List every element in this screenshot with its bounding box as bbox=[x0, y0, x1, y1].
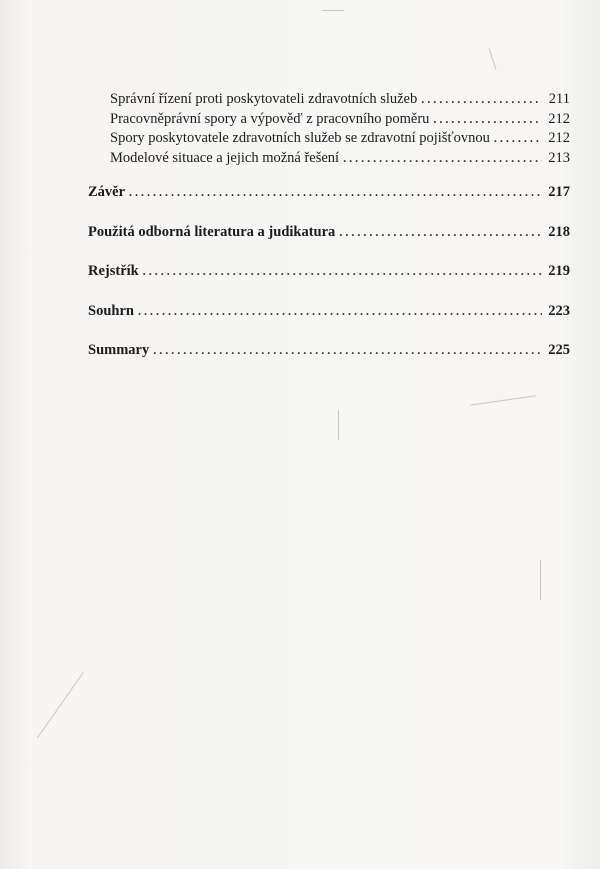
toc-entry bbox=[88, 90, 570, 110]
toc-leader-dots bbox=[339, 223, 542, 243]
toc-chapter-page: 225 bbox=[548, 342, 570, 358]
toc-entry bbox=[88, 110, 570, 130]
scan-mark bbox=[37, 672, 84, 738]
toc-entry-title: Správní řízení proti poskytovateli zdravotních služeb bbox=[110, 91, 418, 107]
toc-leader-dots bbox=[421, 90, 542, 110]
toc-chapter-title: Závěr bbox=[88, 184, 126, 200]
toc-leader-dots bbox=[143, 262, 542, 282]
toc-leader-dots bbox=[433, 110, 542, 130]
table-of-contents bbox=[88, 90, 570, 361]
scan-mark bbox=[540, 560, 541, 600]
toc-chapter-page: 219 bbox=[548, 263, 570, 279]
toc-chapter bbox=[88, 302, 570, 322]
toc-leader-dots bbox=[494, 129, 542, 149]
toc-entry-page: 211 bbox=[548, 91, 570, 107]
toc-chapter-title: Použitá odborná literatura a judikatura bbox=[88, 223, 336, 240]
toc-entry-page: 212 bbox=[548, 110, 570, 127]
toc-chapter-page: 217 bbox=[548, 184, 570, 200]
toc-chapter bbox=[88, 262, 570, 282]
toc-chapter bbox=[88, 223, 570, 243]
toc-chapter-page: 223 bbox=[548, 302, 570, 319]
toc-chapter-title: Souhrn bbox=[88, 302, 134, 319]
toc-chapter bbox=[88, 341, 570, 361]
toc-chapter-title: Rejstřík bbox=[88, 263, 139, 279]
toc-leader-dots bbox=[138, 302, 542, 322]
toc-entry-title: Modelové situace a jejich možná řešení bbox=[110, 149, 340, 166]
scan-mark bbox=[322, 10, 344, 11]
scan-mark bbox=[338, 410, 339, 440]
toc-entry-title: Spory poskytovatele zdravotních služeb se zdravotní pojišťovnou bbox=[110, 130, 490, 146]
scan-mark bbox=[470, 395, 535, 405]
toc-leader-dots bbox=[129, 183, 542, 203]
toc-chapter bbox=[88, 183, 570, 203]
toc-entry bbox=[88, 149, 570, 169]
toc-leader-dots bbox=[153, 341, 542, 361]
toc-entry-page: 213 bbox=[548, 149, 570, 166]
toc-chapter-title: Summary bbox=[88, 342, 150, 358]
toc-entry bbox=[88, 129, 570, 149]
scan-mark bbox=[489, 48, 497, 69]
toc-leader-dots bbox=[343, 149, 542, 169]
toc-entry-page: 212 bbox=[548, 130, 570, 146]
toc-entry-title: Pracovněprávní spory a výpověď z pracovního poměru bbox=[110, 110, 430, 127]
toc-chapter-page: 218 bbox=[548, 223, 570, 240]
